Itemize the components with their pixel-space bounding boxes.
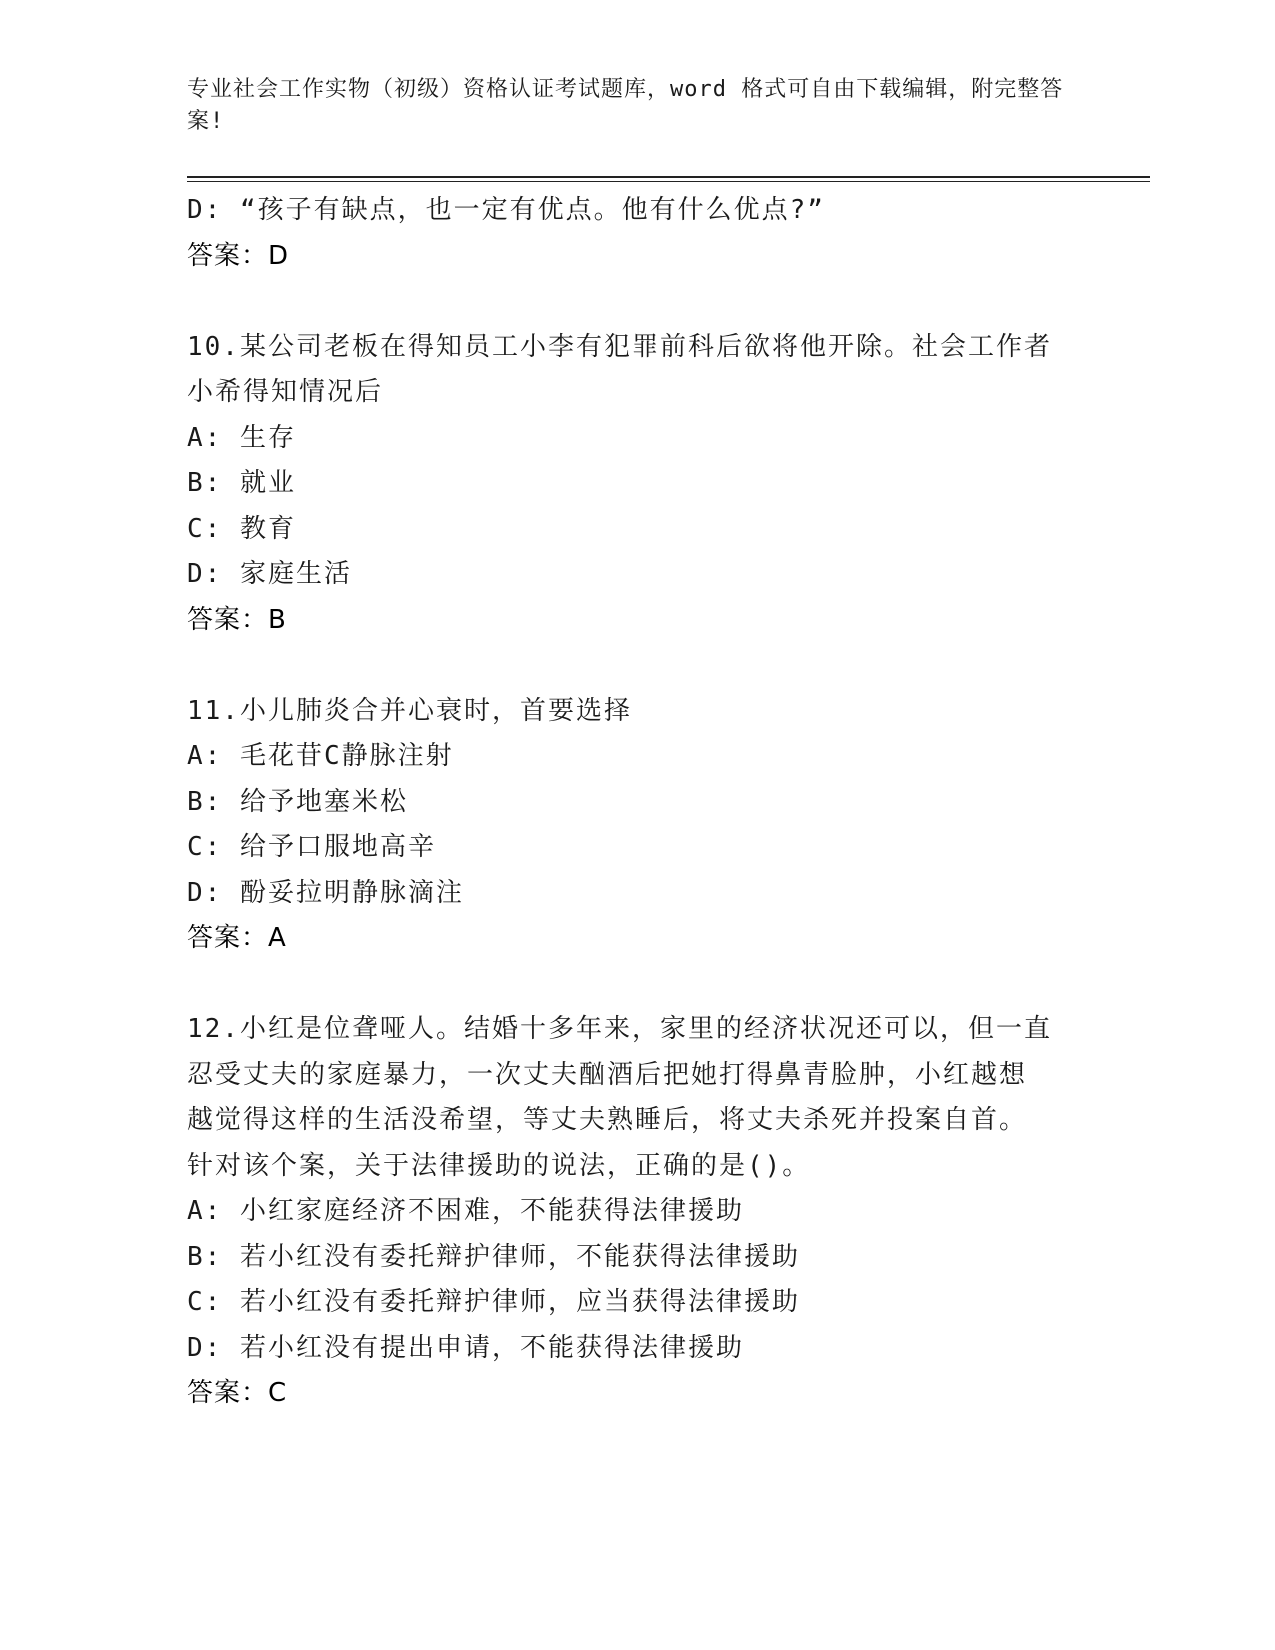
q12-stem-line-4: 针对该个案，关于法律援助的说法，正确的是()。 [187,1150,811,1181]
q12-option-a: A: 小红家庭经济不困难，不能获得法律援助 [187,1196,744,1226]
prev-question-option-d: D: “孩子有缺点，也一定有优点。他有什么优点?” [187,195,825,225]
q11-option-b: B: 给予地塞米松 [187,786,408,817]
q12-stem-line-3: 越觉得这样的生活没希望，等丈夫熟睡后，将丈夫杀死并投案自首。 [187,1105,1028,1135]
q10-stem-line-2: 小希得知情况后 [187,377,384,407]
q11-option-c: C: 给予口服地高辛 [187,832,436,862]
q10-answer: 答案：B [187,604,287,635]
q11-stem: 11.小儿肺炎合并心衰时，首要选择 [187,695,632,726]
document-body [187,188,1067,1417]
q10-option-c: C: 教育 [187,513,296,544]
prev-question-answer: 答案：D [187,240,290,271]
q12-stem-line-2: 忍受丈夫的家庭暴力，一次丈夫酗酒后把她打得鼻青脸肿，小红越想 [187,1059,1028,1090]
q12-option-d: D: 若小红没有提出申请，不能获得法律援助 [187,1332,744,1363]
header-rule-thick [187,176,1150,178]
document-header: 专业社会工作实物（初级）资格认证考试题库，word 格式可自由下载编辑，附完整答案! [187,77,1064,134]
q11-option-a: A: 毛花苷C静脉注射 [187,741,454,771]
spacer [187,643,1067,689]
q10-option-a: A: 生存 [187,422,296,453]
q10-stem-line-1: 10.某公司老板在得知员工小李有犯罪前科后欲将他开除。社会工作者 [187,331,1052,362]
q10-option-d: D: 家庭生活 [187,559,352,589]
q11-answer: 答案：A [187,923,287,953]
q12-option-b: B: 若小红没有委托辩护律师，不能获得法律援助 [187,1241,800,1272]
q12-answer: 答案：C [187,1378,288,1408]
header-rule-thin [187,181,1150,182]
q12-option-c: C: 若小红没有委托辩护律师，应当获得法律援助 [187,1287,800,1317]
q11-option-d: D: 酚妥拉明静脉滴注 [187,877,464,908]
spacer [187,279,1067,325]
q10-option-b: B: 就业 [187,468,296,498]
spacer [187,962,1067,1008]
q12-stem-line-1: 12.小红是位聋哑人。结婚十多年来，家里的经济状况还可以，但一直 [187,1014,1052,1044]
